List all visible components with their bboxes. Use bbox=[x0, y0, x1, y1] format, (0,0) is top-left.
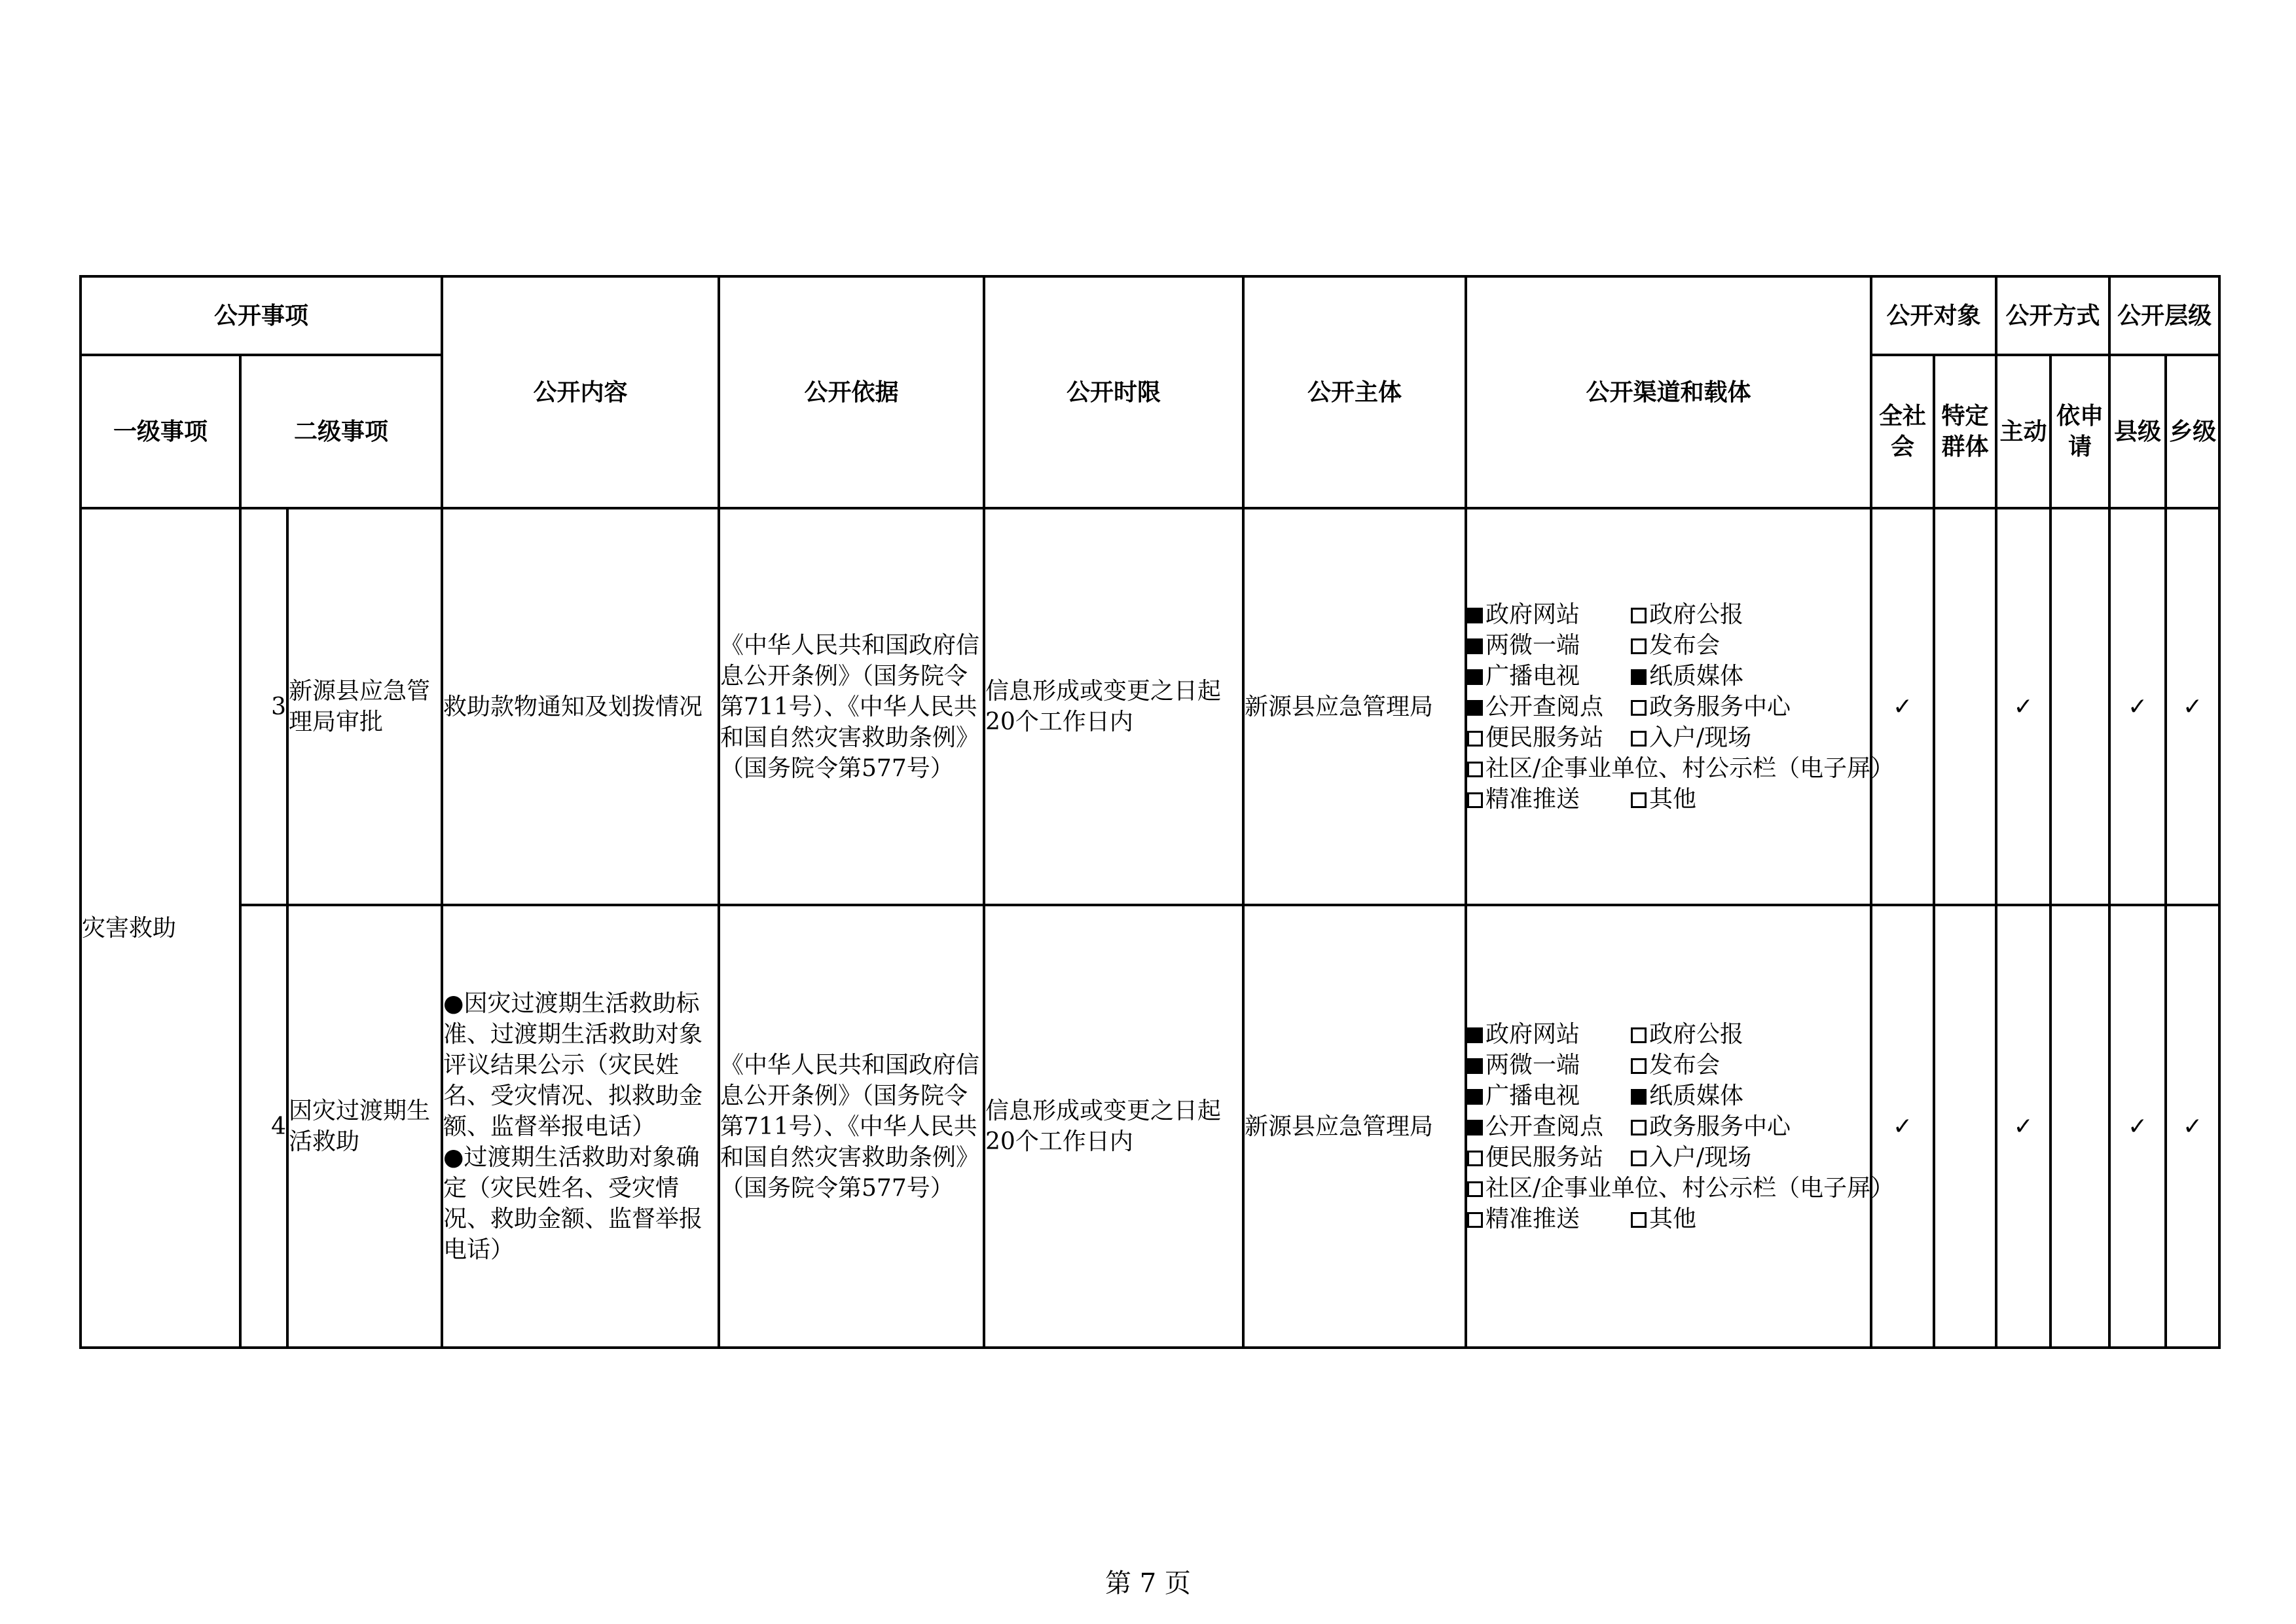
channel-option bbox=[1631, 1142, 1751, 1173]
channel-option bbox=[1631, 1019, 1743, 1050]
channel-line bbox=[1467, 1142, 1870, 1173]
content-line: ●因灾过渡期生活救助标准、过渡期生活救助对象评议结果公示（灾民姓名、受灾情况、拟救助金额、监督举报电话） bbox=[443, 989, 703, 1140]
channel-line bbox=[1467, 1173, 1895, 1204]
subject-cell: 新源县应急管理局 bbox=[1243, 905, 1466, 1348]
channel-option-label: 其他 bbox=[1649, 1205, 1697, 1232]
channel-option-label: 广播电视 bbox=[1485, 1082, 1580, 1109]
channel-option bbox=[1467, 1080, 1631, 1111]
channel-option-label: 政务服务中心 bbox=[1649, 1113, 1791, 1140]
channel-option-label: 广播电视 bbox=[1485, 662, 1580, 690]
channels-cell bbox=[1466, 508, 1895, 905]
channel-option bbox=[1631, 692, 1791, 722]
channel-line bbox=[1467, 1111, 1870, 1142]
channel-line bbox=[1467, 753, 1895, 784]
checked-box-icon bbox=[1631, 1089, 1647, 1105]
header-level: 公开层级 bbox=[2109, 276, 2219, 355]
channel-option bbox=[1631, 784, 1696, 815]
level-county-check: ✓ bbox=[2109, 905, 2166, 1348]
header-level2: 二级事项 bbox=[240, 355, 442, 508]
channel-option bbox=[1467, 784, 1631, 815]
item-name: 新源县应急管理局审批 bbox=[287, 508, 442, 905]
checked-box-icon bbox=[1467, 669, 1483, 685]
content-cell bbox=[442, 508, 719, 905]
unchecked-box-icon bbox=[1631, 1212, 1647, 1228]
unchecked-box-icon bbox=[1631, 638, 1647, 654]
method-active-check: ✓ bbox=[1996, 905, 2050, 1348]
channel-line bbox=[1467, 1050, 1870, 1080]
page-number: 第 7 页 bbox=[1105, 1568, 1191, 1598]
checked-box-icon bbox=[1467, 1120, 1483, 1135]
method-active-check: ✓ bbox=[1996, 508, 2050, 905]
channel-option-label: 发布会 bbox=[1649, 1051, 1721, 1079]
unchecked-box-icon bbox=[1631, 731, 1647, 747]
channel-option bbox=[1467, 1173, 1894, 1204]
item-name: 因灾过渡期生活救助 bbox=[287, 905, 442, 1348]
method-request-check bbox=[2050, 905, 2109, 1348]
channel-option-label: 纸质媒体 bbox=[1649, 1082, 1744, 1109]
header-content: 公开内容 bbox=[442, 276, 719, 508]
header-public-matters: 公开事项 bbox=[81, 276, 442, 355]
header-level-county: 县级 bbox=[2109, 355, 2166, 508]
channel-option-label: 政府公报 bbox=[1649, 600, 1744, 628]
channel-option-label: 入户/现场 bbox=[1649, 1143, 1752, 1171]
channel-option-label: 政务服务中心 bbox=[1649, 693, 1791, 720]
channel-option bbox=[1467, 692, 1631, 722]
unchecked-box-icon bbox=[1467, 762, 1483, 777]
header-audience-specific: 特定群体 bbox=[1934, 355, 1996, 508]
channel-option-label: 公开查阅点 bbox=[1485, 1113, 1604, 1140]
channel-option bbox=[1631, 722, 1751, 753]
header-audience: 公开对象 bbox=[1871, 276, 1996, 355]
channel-option-label: 政府网站 bbox=[1485, 600, 1580, 628]
header-subject: 公开主体 bbox=[1243, 276, 1466, 508]
channel-line bbox=[1467, 692, 1870, 722]
channel-option-label: 社区/企事业单位、村公示栏（电子屏） bbox=[1485, 754, 1895, 782]
table-row bbox=[81, 508, 2219, 905]
level-county-check: ✓ bbox=[2109, 508, 2166, 905]
channel-option bbox=[1467, 599, 1631, 630]
checked-box-icon bbox=[1467, 700, 1483, 716]
row-number: 3 bbox=[240, 508, 287, 905]
unchecked-box-icon bbox=[1467, 731, 1483, 747]
header-time-limit: 公开时限 bbox=[984, 276, 1243, 508]
header-audience-all: 全社会 bbox=[1871, 355, 1934, 508]
channel-option bbox=[1467, 1111, 1631, 1142]
checked-box-icon bbox=[1467, 1027, 1483, 1043]
group-label: 灾害救助 bbox=[81, 508, 240, 1348]
method-request-check bbox=[2050, 508, 2109, 905]
basis-cell: 《中华人民共和国政府信息公开条例》（国务院令第711号）、《中华人民共和国自然灾害救助条例》（国务院令第577号） bbox=[719, 905, 984, 1348]
channel-option-label: 两微一端 bbox=[1485, 1051, 1580, 1079]
channel-option-label: 便民服务站 bbox=[1485, 724, 1604, 751]
header-channels: 公开渠道和载体 bbox=[1466, 276, 1871, 508]
header-method-active: 主动 bbox=[1996, 355, 2050, 508]
channel-option-label: 其他 bbox=[1649, 785, 1697, 813]
checked-box-icon bbox=[1467, 1089, 1483, 1105]
unchecked-box-icon bbox=[1467, 1181, 1483, 1197]
unchecked-box-icon bbox=[1631, 1058, 1647, 1074]
channel-option-label: 精准推送 bbox=[1485, 1205, 1580, 1232]
channel-option-label: 社区/企事业单位、村公示栏（电子屏） bbox=[1485, 1174, 1895, 1202]
row-number: 4 bbox=[240, 905, 287, 1348]
channel-line bbox=[1467, 630, 1870, 661]
channel-option-label: 纸质媒体 bbox=[1649, 662, 1744, 690]
channel-option bbox=[1467, 1142, 1631, 1173]
channel-option bbox=[1631, 599, 1743, 630]
header-level-township: 乡级 bbox=[2166, 355, 2219, 508]
channel-option bbox=[1467, 722, 1631, 753]
channel-option-label: 发布会 bbox=[1649, 631, 1721, 659]
channel-option bbox=[1467, 630, 1631, 661]
channel-line bbox=[1467, 661, 1870, 692]
channel-line bbox=[1467, 1080, 1870, 1111]
channel-line bbox=[1467, 784, 1870, 815]
content-line: ●过渡期生活救助对象确定（灾民姓名、受灾情况、救助金额、监督举报电话） bbox=[443, 1143, 703, 1263]
unchecked-box-icon bbox=[1467, 792, 1483, 808]
unchecked-box-icon bbox=[1631, 700, 1647, 716]
channel-option bbox=[1631, 661, 1743, 692]
channel-option bbox=[1631, 1111, 1791, 1142]
channel-option-label: 精准推送 bbox=[1485, 785, 1580, 813]
table-row bbox=[81, 905, 2219, 1348]
channel-option-label: 政府网站 bbox=[1485, 1020, 1580, 1048]
channel-option bbox=[1467, 1019, 1631, 1050]
content-line: 救助款物通知及划拨情况 bbox=[443, 693, 703, 720]
audience-specific-check bbox=[1934, 508, 1996, 905]
basis-cell: 《中华人民共和国政府信息公开条例》（国务院令第711号）、《中华人民共和国自然灾害救助条例》（国务院令第577号） bbox=[719, 508, 984, 905]
header-method: 公开方式 bbox=[1996, 276, 2109, 355]
unchecked-box-icon bbox=[1631, 1027, 1647, 1043]
header-method-request: 依申请 bbox=[2050, 355, 2109, 508]
channel-line bbox=[1467, 1019, 1870, 1050]
audience-specific-check bbox=[1934, 905, 1996, 1348]
channel-option bbox=[1467, 1050, 1631, 1080]
channel-line bbox=[1467, 599, 1870, 630]
checked-box-icon bbox=[1631, 669, 1647, 685]
time-limit-cell: 信息形成或变更之日起20个工作日内 bbox=[984, 508, 1243, 905]
header-basis: 公开依据 bbox=[719, 276, 984, 508]
checked-box-icon bbox=[1467, 1058, 1483, 1074]
channel-option-label: 入户/现场 bbox=[1649, 724, 1752, 751]
unchecked-box-icon bbox=[1631, 1120, 1647, 1135]
channel-line bbox=[1467, 722, 1870, 753]
time-limit-cell: 信息形成或变更之日起20个工作日内 bbox=[984, 905, 1243, 1348]
channel-option bbox=[1631, 630, 1720, 661]
checked-box-icon bbox=[1467, 608, 1483, 623]
channel-option bbox=[1467, 1204, 1631, 1234]
subject-cell: 新源县应急管理局 bbox=[1243, 508, 1466, 905]
header-level1: 一级事项 bbox=[81, 355, 240, 508]
level-township-check: ✓ bbox=[2166, 905, 2219, 1348]
channel-option-label: 两微一端 bbox=[1485, 631, 1580, 659]
content-cell bbox=[442, 905, 719, 1348]
checked-box-icon bbox=[1467, 638, 1483, 654]
channel-option-label: 政府公报 bbox=[1649, 1020, 1744, 1048]
audience-all-check: ✓ bbox=[1871, 508, 1934, 905]
channel-line bbox=[1467, 1204, 1870, 1234]
unchecked-box-icon bbox=[1631, 608, 1647, 623]
channel-option bbox=[1467, 753, 1894, 784]
unchecked-box-icon bbox=[1467, 1151, 1483, 1166]
channel-option bbox=[1467, 661, 1631, 692]
unchecked-box-icon bbox=[1467, 1212, 1483, 1228]
audience-all-check: ✓ bbox=[1871, 905, 1934, 1348]
disclosure-table bbox=[79, 275, 2221, 1349]
channel-option-label: 便民服务站 bbox=[1485, 1143, 1604, 1171]
channels-cell bbox=[1466, 905, 1895, 1348]
channel-option bbox=[1631, 1080, 1743, 1111]
channel-option bbox=[1631, 1204, 1696, 1234]
unchecked-box-icon bbox=[1631, 1151, 1647, 1166]
channel-option bbox=[1631, 1050, 1720, 1080]
channel-option-label: 公开查阅点 bbox=[1485, 693, 1604, 720]
level-township-check: ✓ bbox=[2166, 508, 2219, 905]
unchecked-box-icon bbox=[1631, 792, 1647, 808]
